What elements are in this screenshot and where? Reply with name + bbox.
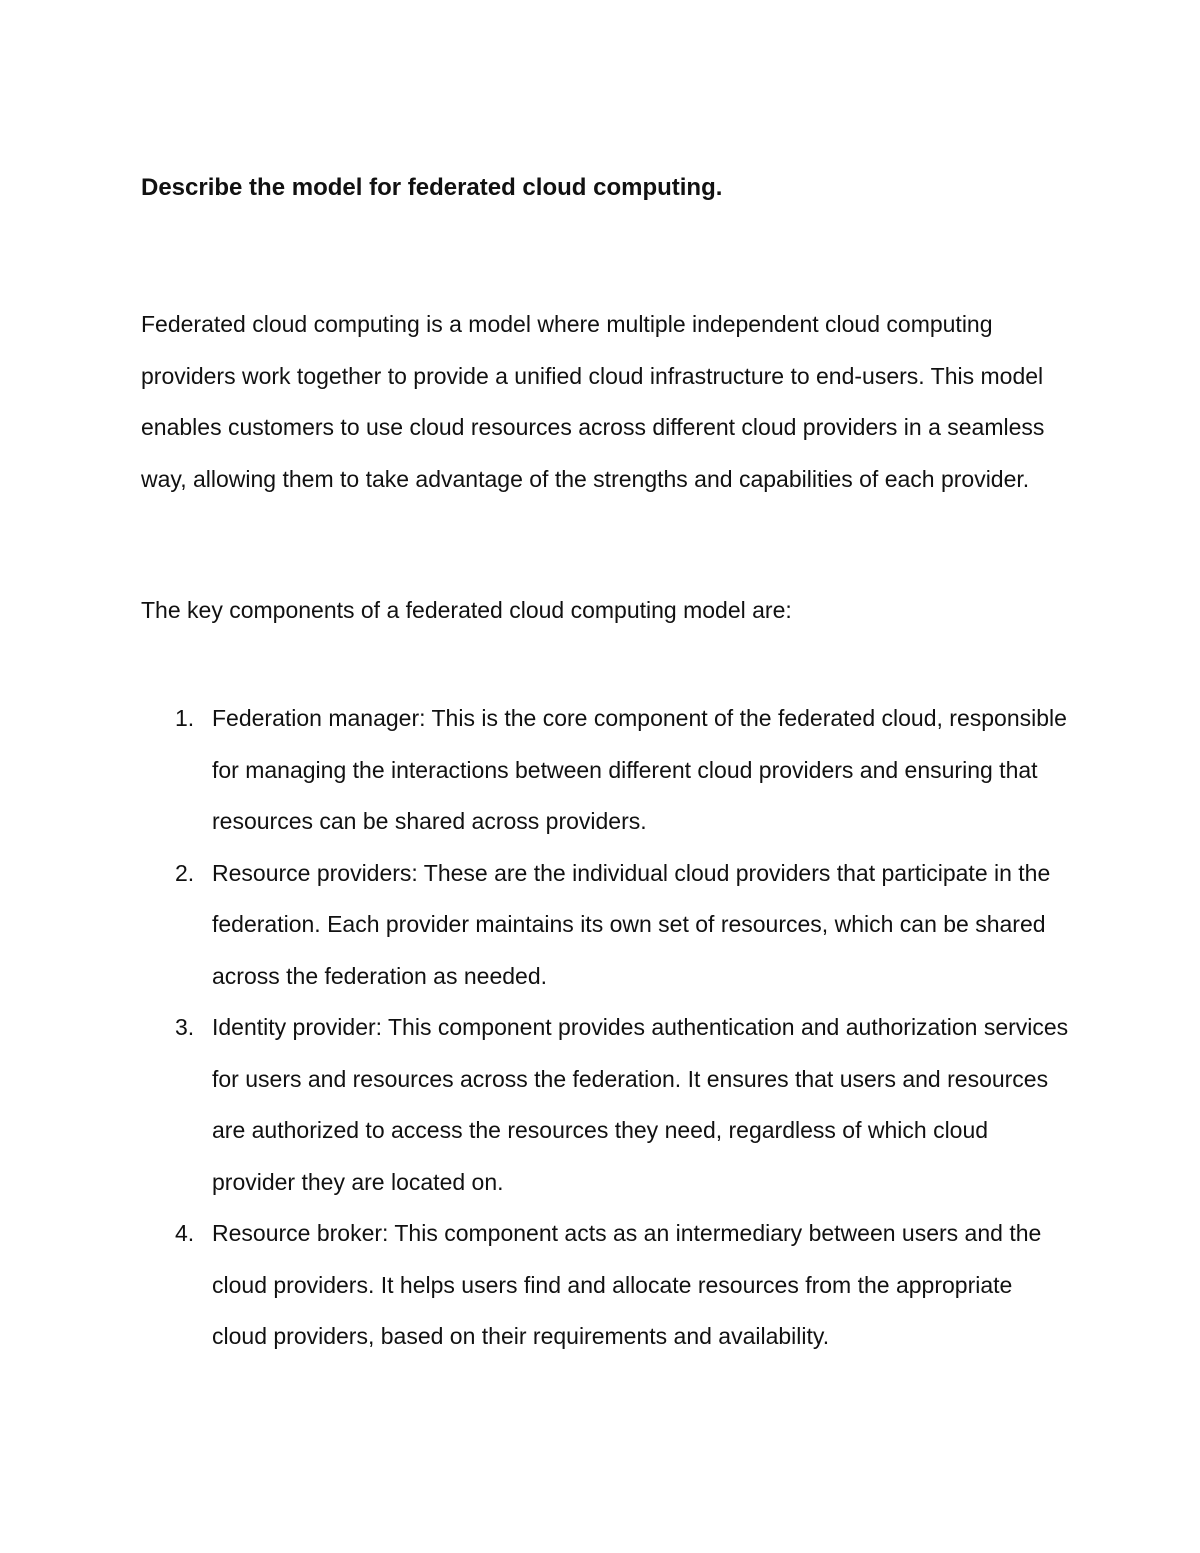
list-number: 1.	[175, 705, 195, 731]
intro-paragraph: Federated cloud computing is a model where multiple independent cloud computing providers work together to provide a unified cloud infrastructure to end-users. This model enables customers to use cloud resources across different cloud providers in a seamless way, allowing them to take advantage of the strengths and capabilities of each provider.	[141, 311, 1045, 492]
list-number: 4.	[175, 1220, 195, 1246]
component-item-federation-manager	[141, 693, 1071, 848]
component-item-identity-provider	[141, 1002, 1071, 1208]
component-description: Federation manager: This is the core component of the federated cloud, responsible for managing the interactions between different cloud providers and ensuring that resources can be shared across providers.	[212, 705, 1067, 834]
component-description: Resource providers: These are the individual cloud providers that participate in the federation. Each provider maintains its own set of resources, which can be shared across the federation as needed.	[212, 859, 1051, 989]
document-title: Describe the model for federated cloud computing.	[141, 174, 723, 201]
component-item-resource-providers	[141, 848, 1071, 1003]
components-lead-paragraph: The key components of a federated cloud computing model are:	[141, 597, 792, 623]
component-description: Resource broker: This component acts as an intermediary between users and the cloud providers. It helps users find and allocate resources from the appropriate cloud providers, based on their requirements and availability.	[212, 1220, 1042, 1349]
component-item-resource-broker	[141, 1208, 1071, 1363]
list-number: 2.	[175, 859, 195, 886]
list-number: 3.	[175, 1014, 195, 1040]
component-description: Identity provider: This component provides authentication and authorization services for users and resources across the federation. It ensures that users and resources are authorized to access the resources they need, regardless of which cloud provider they are located on.	[212, 1014, 1069, 1195]
components-list	[141, 693, 1071, 1363]
